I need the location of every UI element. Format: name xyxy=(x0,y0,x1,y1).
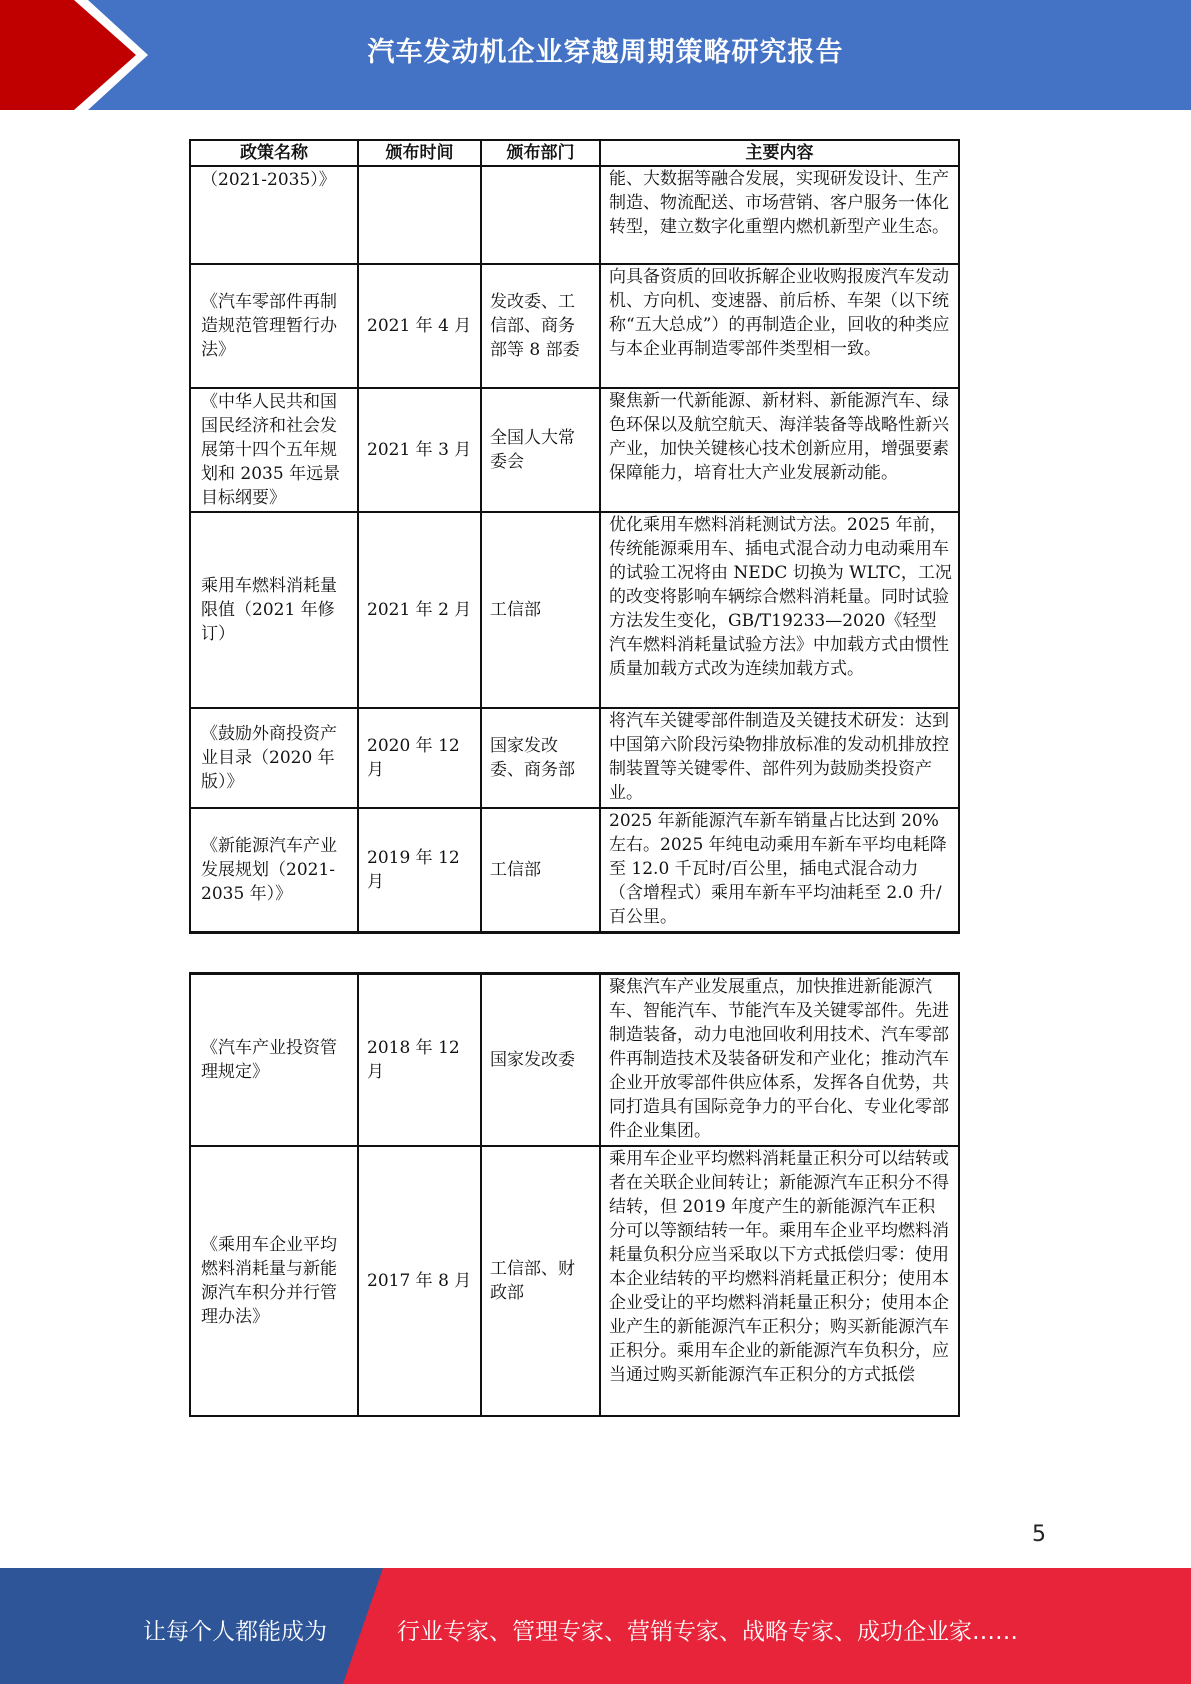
table-row xyxy=(190,166,959,264)
footer-slogan-right: 行业专家、管理专家、营销专家、战略专家、成功企业家…… xyxy=(397,1619,1018,1645)
date-cell: 2020 年 12 月 xyxy=(358,708,481,808)
department-cell: 国家发改委 xyxy=(481,974,600,1147)
policy-name-cell: 《乘用车企业平均燃料消耗量与新能源汽车积分并行管理办法》 xyxy=(190,1146,358,1416)
page-number: 5 xyxy=(1032,1522,1046,1547)
content-cell: 将汽车关键零部件制造及关键技术研发：达到中国第六阶段污染物排放标准的发动机排放控制装置等关键零件、部件列为鼓励类投资产业。 xyxy=(600,708,959,808)
table-row xyxy=(190,512,959,708)
column-header-content: 主要内容 xyxy=(600,140,959,166)
table-row xyxy=(190,708,959,808)
content-cell: 优化乘用车燃料消耗测试方法。2025 年前，传统能源乘用车、插电式混合动力电动乘用车的试验工况将由 NEDC 切换为 WLTC，工况的改变将影响车辆综合燃料消耗量。同时试验方法发生变化，GB/T19233—2020《轻型汽车燃料消耗量试验方法》中加载方式由惯性质量加载方式改为连续加载方式。 xyxy=(600,512,959,708)
department-cell: 工信部、财政部 xyxy=(481,1146,600,1416)
content-cell: 能、大数据等融合发展，实现研发设计、生产制造、物流配送、市场营销、客户服务一体化转型，建立数字化重塑内燃机新型产业生态。 xyxy=(600,166,959,264)
content-cell: 乘用车企业平均燃料消耗量正积分可以结转或者在关联企业间转让；新能源汽车正积分不得结转，但 2019 年度产生的新能源汽车正积分可以等额结转一年。乘用车企业平均燃料消耗量负积分应当采取以下方式抵偿归零：使用本企业结转的平均燃料消耗量正积分；使用本企业受让的平均燃料消耗量正积分；使用本企业产生的新能源汽车正积分；购买新能源汽车正积分。乘用车企业的新能源汽车负积分，应当通过购买新能源汽车正积分的方式抵偿 xyxy=(600,1146,959,1416)
department-cell xyxy=(481,166,600,264)
policy-name-cell: 乘用车燃料消耗量限值（2021 年修订） xyxy=(190,512,358,708)
policy-name-cell: 《汽车零部件再制造规范管理暂行办法》 xyxy=(190,264,358,388)
department-cell: 工信部 xyxy=(481,808,600,933)
content-cell: 聚焦新一代新能源、新材料、新能源汽车、绿色环保以及航空航天、海洋装备等战略性新兴产业，加快关键核心技术创新应用，增强要素保障能力，培育壮大产业发展新动能。 xyxy=(600,388,959,512)
date-cell: 2021 年 3 月 xyxy=(358,388,481,512)
report-title: 汽车发动机企业穿越周期策略研究报告 xyxy=(367,37,844,68)
table-row xyxy=(190,264,959,388)
policy-name-cell: 《鼓励外商投资产业目录（2020 年版）》 xyxy=(190,708,358,808)
table-row xyxy=(190,1146,959,1416)
column-header-department: 颁布部门 xyxy=(481,140,600,166)
date-cell xyxy=(358,166,481,264)
content-cell: 聚焦汽车产业发展重点，加快推进新能源汽车、智能汽车、节能汽车及关键零部件。先进制造装备，动力电池回收利用技术、汽车零部件再制造技术及装备研发和产业化；推动汽车企业开放零部件供应体系，发挥各自优势，共同打造具有国际竞争力的平台化、专业化零部件企业集团。 xyxy=(600,974,959,1147)
content-cell: 向具备资质的回收拆解企业收购报废汽车发动机、方向机、变速器、前后桥、车架（以下统称“五大总成”）的再制造企业，回收的种类应与本企业再制造零部件类型相一致。 xyxy=(600,264,959,388)
policy-table-part2 xyxy=(189,972,960,1417)
column-header-policy-name: 政策名称 xyxy=(190,140,358,166)
date-cell: 2017 年 8 月 xyxy=(358,1146,481,1416)
department-cell: 工信部 xyxy=(481,512,600,708)
date-cell: 2021 年 2 月 xyxy=(358,512,481,708)
department-cell: 全国人大常委会 xyxy=(481,388,600,512)
content-cell: 2025 年新能源汽车新车销量占比达到 20%左右。2025 年纯电动乘用车新车平均电耗降至 12.0 千瓦时/百公里，插电式混合动力（含增程式）乘用车新车平均油耗至 2.0 升/百公里。 xyxy=(600,808,959,933)
footer-banner xyxy=(0,1568,1191,1684)
policy-name-cell: 《新能源汽车产业发展规划（2021-2035 年）》 xyxy=(190,808,358,933)
policy-name-cell: 《汽车产业投资管理规定》 xyxy=(190,974,358,1147)
date-cell: 2021 年 4 月 xyxy=(358,264,481,388)
date-cell: 2018 年 12 月 xyxy=(358,974,481,1147)
table-row xyxy=(190,974,959,1147)
header-banner xyxy=(0,0,1191,110)
department-cell: 发改委、工信部、商务部等 8 部委 xyxy=(481,264,600,388)
policy-name-cell: （2021-2035）》 xyxy=(190,166,358,264)
table-row xyxy=(190,808,959,933)
department-cell: 国家发改委、商务部 xyxy=(481,708,600,808)
footer-slogan-left: 让每个人都能成为 xyxy=(143,1619,327,1645)
table-row xyxy=(190,388,959,512)
policy-name-cell: 《中华人民共和国国民经济和社会发展第十四个五年规划和 2035 年远景目标纲要》 xyxy=(190,388,358,512)
policy-table-part1 xyxy=(189,139,960,934)
date-cell: 2019 年 12 月 xyxy=(358,808,481,933)
column-header-date: 颁布时间 xyxy=(358,140,481,166)
